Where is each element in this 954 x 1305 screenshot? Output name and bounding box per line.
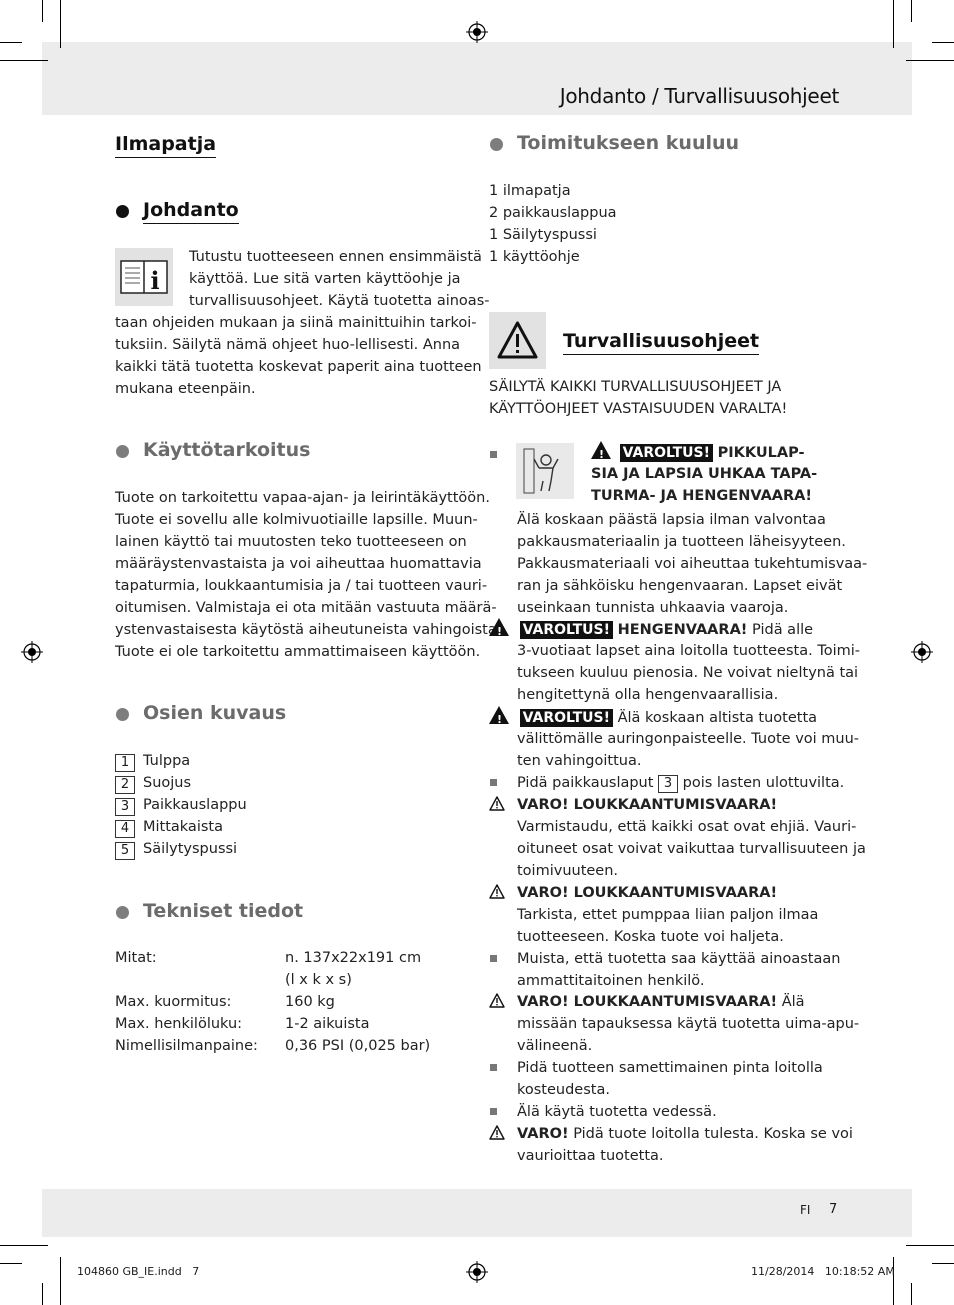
usage-line: Tuote on tarkoitettu vapaa-ajan- ja leirintäkäyttöön.	[115, 490, 490, 506]
part-number: 2	[115, 776, 135, 794]
delivery-item: 1 käyttöohje	[489, 249, 580, 265]
crop-mark	[60, 1257, 61, 1305]
parts-item	[115, 817, 135, 838]
caution-bold: VARO!	[517, 1126, 569, 1142]
caution-text: välineenä.	[517, 1038, 593, 1054]
warning-line	[489, 706, 817, 729]
safety-heading: Turvallisuusohjeet	[563, 330, 759, 355]
registration-mark-icon	[466, 21, 488, 43]
crop-mark	[911, 0, 912, 22]
crop-mark	[906, 1245, 954, 1246]
warning-text: Pidä alle	[752, 622, 814, 638]
warning-text: ran ja sähköisku hengenvaaran. Lapset eivät	[517, 578, 843, 594]
bullet-dot-icon	[116, 906, 129, 919]
delivery-item: 1 ilmapatja	[489, 183, 571, 199]
tech-heading: Tekniset tiedot	[143, 900, 304, 922]
safety-keep-line: KÄYTTÖOHJEET VASTAISUUDEN VARALTA!	[489, 401, 788, 417]
caution-line	[517, 991, 805, 1013]
bullet-square-icon	[490, 955, 497, 962]
usage-line: määräystenvastaista ja voi aiheuttaa huomattavia	[115, 556, 482, 572]
product-title: Ilmapatja	[115, 133, 216, 158]
bullet-square-icon	[490, 1064, 497, 1071]
caution-triangle-icon	[489, 796, 505, 811]
bullet-text: ammattitaitoinen henkilö.	[517, 973, 705, 989]
bullet-dot-icon	[116, 205, 129, 218]
slug-file: 104860 GB_IE.indd 7	[77, 1265, 200, 1278]
bullet-text: Pidä tuotteen samettimainen pinta loitolla	[517, 1060, 823, 1076]
parts-item	[115, 839, 135, 860]
warning-text: tukseen kuuluu pienosia. Ne voivat nieltynä tai	[517, 665, 859, 681]
intro-line: tuksiin. Säilytä nämä ohjeet huo-lellisesti. Anna	[115, 337, 461, 353]
tech-value: 0,36 PSI (0,025 bar)	[285, 1038, 431, 1054]
warning-triangle-icon	[591, 441, 611, 459]
delivery-item: 1 Säilytyspussi	[489, 227, 597, 243]
caution-bold: VARO! LOUKKAANTUMISVAARA!	[517, 797, 778, 813]
warning-text: välittömälle auringonpaisteelle. Tuote voi muu-	[517, 731, 860, 747]
crop-mark	[932, 42, 954, 43]
intro-line: käyttöä. Lue sitä varten käyttöohje ja	[189, 271, 461, 287]
crop-mark	[0, 1245, 48, 1246]
caution-text: missään tapauksessa käytä tuotetta uima-apu-	[517, 1016, 860, 1032]
tech-value: (l x k x s)	[285, 972, 352, 988]
warning-bold: HENGENVAARA!	[617, 622, 748, 638]
caution-text: oituneet osat voivat vaikuttaa turvallisuuteen ja	[517, 841, 866, 857]
caution-line	[517, 1123, 853, 1145]
warning-text: Pakkausmateriaali voi aiheuttaa tukehtumisvaa-	[517, 556, 868, 572]
warning-text: pakkausmateriaalin ja tuotteen läheisyyteen.	[517, 534, 846, 550]
parts-item	[115, 773, 135, 794]
part-number: 1	[115, 754, 135, 772]
part-label: Säilytyspussi	[143, 841, 238, 857]
usage-line: ystenvastaisesta käytöstä aiheutuneista vahingoista.	[115, 622, 502, 638]
bullet-line	[517, 772, 844, 794]
tech-label: Nimellisilmanpaine:	[115, 1038, 258, 1054]
tech-label: Mitat:	[115, 950, 157, 966]
usage-heading: Käyttötarkoitus	[143, 439, 311, 461]
warning-triangle-icon	[489, 706, 509, 724]
bullet-text: Pidä paikkauslaput	[517, 775, 654, 791]
part-number: 4	[115, 820, 135, 838]
tech-value: 160 kg	[285, 994, 335, 1010]
registration-mark-icon	[466, 1261, 488, 1283]
intro-line: taan ohjeiden mukaan ja siinä mainittuihin tarkoi-	[115, 315, 477, 331]
intro-heading: Johdanto	[143, 199, 239, 224]
part-number: 3	[115, 798, 135, 816]
warning-text: ten vahingoittua.	[517, 753, 642, 769]
header-title: Johdanto / Turvallisuusohjeet	[559, 84, 839, 108]
caution-text: toimivuuteen.	[517, 863, 619, 879]
tech-value: n. 137x22x191 cm	[285, 950, 422, 966]
intro-line: kaikki tätä tuotetta koskevat paperit aina tuotteen	[115, 359, 482, 375]
bullet-dot-icon	[116, 708, 129, 721]
part-label: Paikkauslappu	[143, 797, 247, 813]
part-number: 3	[658, 775, 678, 793]
caution-triangle-icon	[489, 1125, 505, 1140]
bullet-dot-icon	[490, 138, 503, 151]
varoltus-badge: VAROLTUS!	[520, 621, 613, 639]
crop-mark	[42, 1283, 43, 1305]
crop-mark	[932, 1263, 954, 1264]
usage-line: lainen käyttö tai muutosten teko tuotteeseen on	[115, 534, 467, 550]
bullet-text: Muista, että tuotetta saa käyttää ainoastaan	[517, 951, 841, 967]
bullet-square-icon	[490, 451, 497, 458]
footer-band	[42, 1189, 912, 1237]
varoltus-badge: VAROLTUS!	[620, 444, 713, 462]
caution-text: vaurioittaa tuotetta.	[517, 1148, 664, 1164]
warning-line	[489, 618, 813, 641]
registration-mark-icon	[911, 641, 933, 663]
crop-mark	[0, 1263, 22, 1264]
bullet-text: Älä käytä tuotetta vedessä.	[517, 1104, 717, 1120]
usage-line: tapaturmia, loukkaantumisia ja / tai tuotteen vauri-	[115, 578, 488, 594]
crop-mark	[42, 0, 43, 22]
warning-text: Älä koskaan altista tuotetta	[617, 710, 818, 726]
warning-text: Älä koskaan päästä lapsia ilman valvontaa	[517, 512, 826, 528]
warning-line	[591, 441, 804, 464]
svg-text:i: i	[150, 266, 160, 295]
warning-triangle-icon	[489, 312, 546, 369]
caution-text: Tarkista, ettet pumppaa liian paljon ilmaa	[517, 907, 819, 923]
footer-lang: FI	[800, 1203, 811, 1217]
warning-text: 3-vuotiaat lapset aina loitolla tuotteesta. Toimi-	[517, 643, 860, 659]
intro-line: Tutustu tuotteeseen ennen ensimmäistä	[189, 249, 482, 265]
crop-mark	[0, 60, 48, 61]
caution-text: tuotteeseen. Koska tuote voi haljeta.	[517, 929, 784, 945]
registration-mark-icon	[21, 641, 43, 663]
crop-mark	[893, 0, 894, 48]
parts-item	[115, 751, 135, 772]
tech-value: 1-2 aikuista	[285, 1016, 370, 1032]
caution-triangle-icon	[489, 993, 505, 1008]
warning-triangle-icon	[489, 618, 509, 636]
bullet-text: pois lasten ulottuvilta.	[682, 775, 845, 791]
crop-mark	[911, 1283, 912, 1305]
part-label: Tulppa	[143, 753, 191, 769]
warning-bold: SIA JA LAPSIA UHKAA TAPA-	[591, 466, 818, 482]
part-number: 5	[115, 842, 135, 860]
delivery-item: 2 paikkauslappua	[489, 205, 617, 221]
warning-text: hengitettynä olla hengenvaarallisia.	[517, 687, 779, 703]
tech-label: Max. henkilöluku:	[115, 1016, 243, 1032]
bullet-square-icon	[490, 779, 497, 786]
usage-line: oitumisen. Valmistaja ei ota mitään vastuuta määrä-	[115, 600, 497, 616]
crop-mark	[906, 60, 954, 61]
caution-text: Pidä tuote loitolla tulesta. Koska se voi	[573, 1126, 853, 1142]
part-label: Mittakaista	[143, 819, 223, 835]
caution-text: Älä	[781, 994, 805, 1010]
caution-text: Varmistaudu, että kaikki osat ovat ehjiä. Vauri-	[517, 819, 857, 835]
caution-bold: VARO! LOUKKAANTUMISVAARA!	[517, 885, 778, 901]
bullet-square-icon	[490, 1108, 497, 1115]
delivery-heading: Toimitukseen kuuluu	[517, 132, 740, 154]
intro-line: mukana eteenpäin.	[115, 381, 256, 397]
usage-line: Tuote ei ole tarkoitettu ammattimaiseen käyttöön.	[115, 644, 481, 660]
page-number: 7	[829, 1202, 838, 1217]
warning-text: useinkaan tunnista uhkaavia vaaroja.	[517, 600, 789, 616]
bullet-dot-icon	[116, 445, 129, 458]
crop-mark	[0, 42, 22, 43]
tech-label: Max. kuormitus:	[115, 994, 232, 1010]
intro-line: turvallisuusohjeet. Käytä tuotetta ainoas-	[189, 293, 490, 309]
slug-datetime: 11/28/2014 10:18:52 AM	[751, 1265, 895, 1278]
caution-bold: VARO! LOUKKAANTUMISVAARA!	[517, 994, 778, 1010]
read-manual-icon	[115, 248, 173, 306]
safety-keep-line: SÄILYTÄ KAIKKI TURVALLISUUSOHJEET JA	[489, 379, 782, 395]
bullet-text: kosteudesta.	[517, 1082, 610, 1098]
warning-bold: TURMA- JA HENGENVAARA!	[591, 488, 813, 504]
part-label: Suojus	[143, 775, 192, 791]
caution-triangle-icon	[489, 884, 505, 899]
warning-bold: PIKKULAP-	[717, 445, 805, 461]
child-warning-icon	[516, 443, 574, 499]
usage-line: Tuote ei sovellu alle kolmivuotiaille lapsille. Muun-	[115, 512, 478, 528]
crop-mark	[60, 0, 61, 48]
parts-item	[115, 795, 135, 816]
parts-heading: Osien kuvaus	[143, 702, 287, 724]
varoltus-badge: VAROLTUS!	[520, 709, 613, 727]
